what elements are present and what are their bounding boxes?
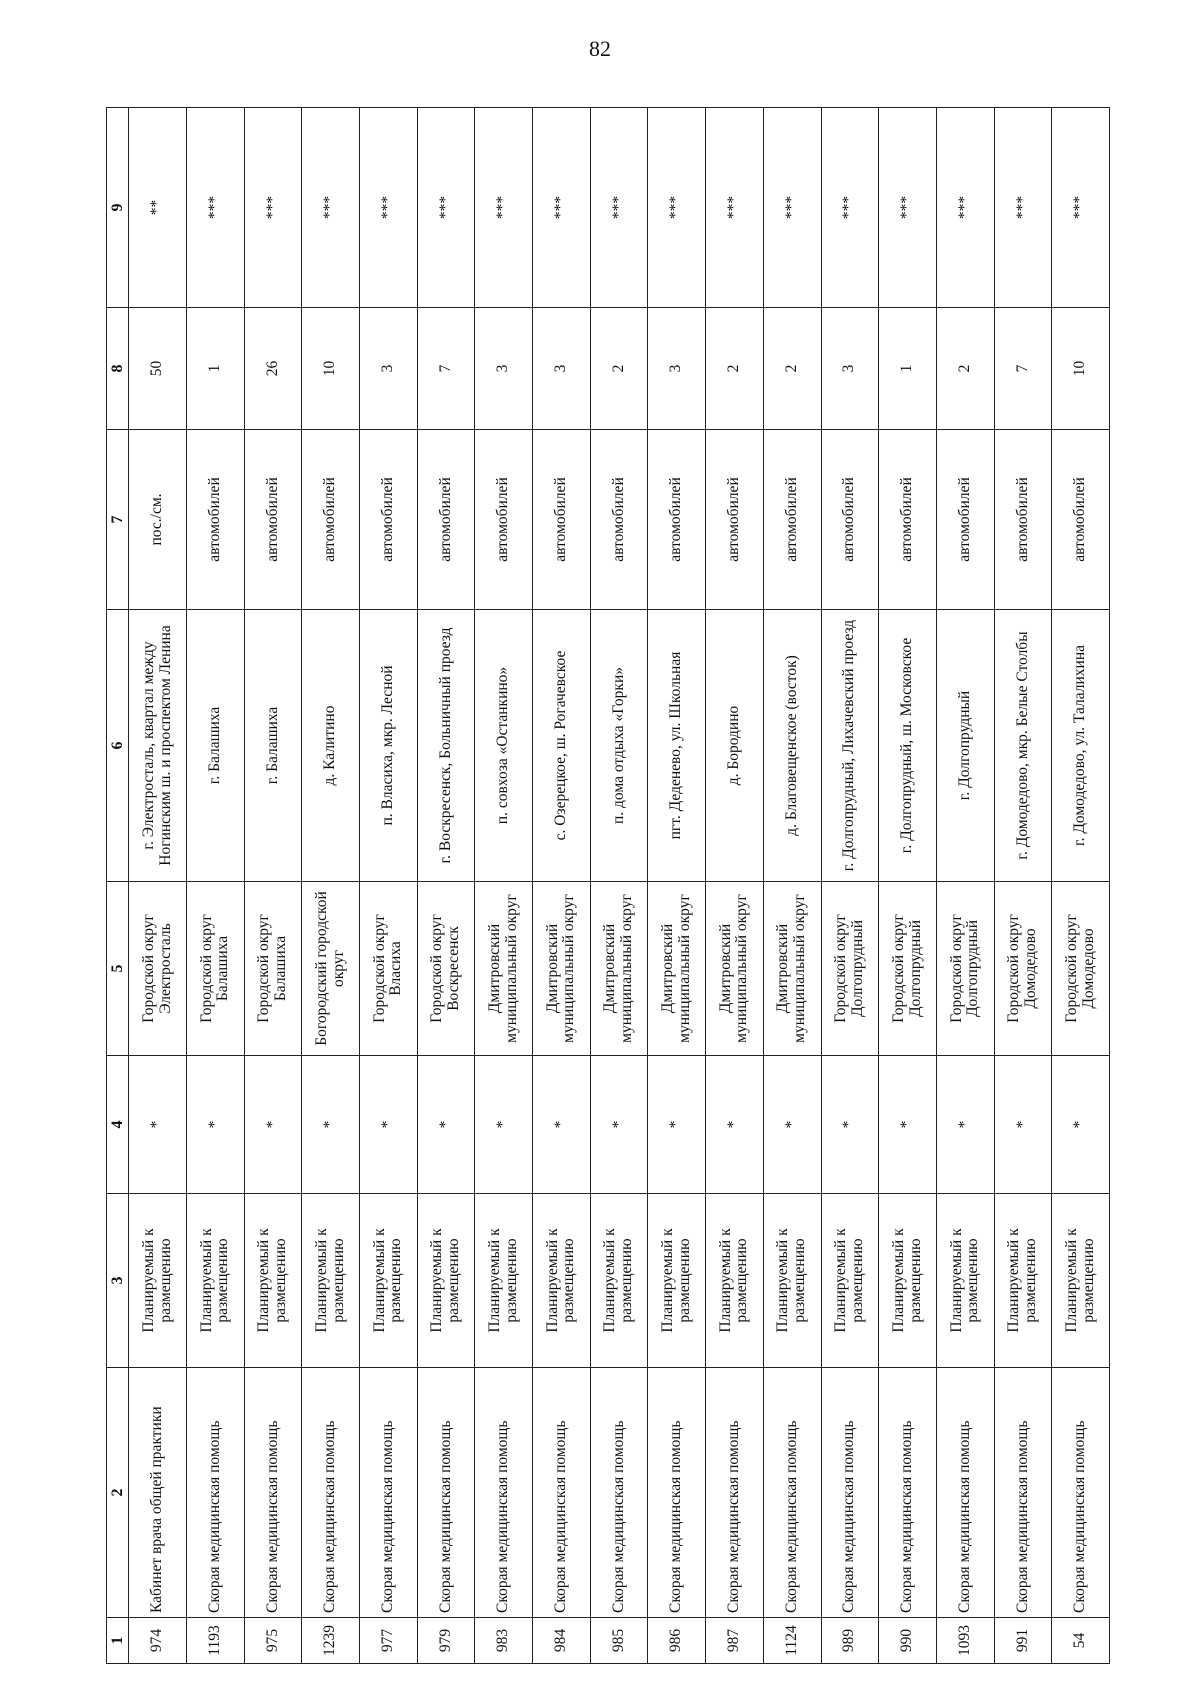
cell-facility-type: Скорая медицинская помощь: [994, 1368, 1052, 1618]
cell-status: Планируемый к размещению: [302, 1194, 360, 1368]
table-row: [360, 108, 418, 1664]
cell-facility-type: Скорая медицинская помощь: [533, 1368, 591, 1618]
cell-unit: автомобилей: [821, 430, 879, 610]
cell-location: г. Электросталь, квартал между Ногинским ш. и проспектом Ленина: [129, 610, 187, 882]
cell-location: г. Домодедово, ул. Талалихина: [1052, 610, 1110, 882]
cell-facility-type: Скорая медицинская помощь: [590, 1368, 648, 1618]
cell-quantity: 26: [244, 308, 302, 430]
cell-status: Планируемый к размещению: [936, 1194, 994, 1368]
cell-unit: автомобилей: [936, 430, 994, 610]
cell-record-id: 977: [360, 1618, 418, 1664]
cell-note: **: [129, 108, 187, 308]
cell-quantity: 1: [879, 308, 937, 430]
column-header: 2: [107, 1368, 129, 1618]
cell-record-id: 987: [706, 1618, 764, 1664]
cell-location: г. Долгопрудный, Лихачевский проезд: [821, 610, 879, 882]
cell-status: Планируемый к размещению: [1052, 1194, 1110, 1368]
table-row: [821, 108, 879, 1664]
cell-marker: *: [763, 1056, 821, 1194]
cell-facility-type: Скорая медицинская помощь: [302, 1368, 360, 1618]
cell-unit: автомобилей: [1052, 430, 1110, 610]
cell-marker: *: [879, 1056, 937, 1194]
cell-facility-type: Скорая медицинская помощь: [648, 1368, 706, 1618]
column-header: 4: [107, 1056, 129, 1194]
cell-quantity: 1: [186, 308, 244, 430]
table-row: [129, 108, 187, 1664]
cell-record-id: 990: [879, 1618, 937, 1664]
cell-note: ***: [590, 108, 648, 308]
cell-facility-type: Скорая медицинская помощь: [879, 1368, 937, 1618]
cell-quantity: 3: [533, 308, 591, 430]
column-header: 9: [107, 108, 129, 308]
cell-municipality: Городской округ Домодедово: [1052, 882, 1110, 1056]
cell-marker: *: [590, 1056, 648, 1194]
cell-marker: *: [244, 1056, 302, 1194]
cell-location: г. Балашиха: [244, 610, 302, 882]
table-row: [706, 108, 764, 1664]
cell-record-id: 979: [417, 1618, 475, 1664]
cell-status: Планируемый к размещению: [360, 1194, 418, 1368]
cell-location: д. Благовещенское (восток): [763, 610, 821, 882]
cell-municipality: Дмитровский муниципальный округ: [533, 882, 591, 1056]
cell-status: Планируемый к размещению: [186, 1194, 244, 1368]
column-header: 5: [107, 882, 129, 1056]
cell-note: ***: [648, 108, 706, 308]
cell-note: ***: [186, 108, 244, 308]
cell-unit: пос./см.: [129, 430, 187, 610]
cell-municipality: Городской округ Долгопрудный: [821, 882, 879, 1056]
cell-municipality: Городской округ Балашиха: [244, 882, 302, 1056]
cell-note: ***: [533, 108, 591, 308]
cell-unit: автомобилей: [475, 430, 533, 610]
cell-quantity: 7: [994, 308, 1052, 430]
column-header: 8: [107, 308, 129, 430]
cell-marker: *: [360, 1056, 418, 1194]
cell-location: с. Озерецкое, ш. Рогачевское: [533, 610, 591, 882]
cell-record-id: 974: [129, 1618, 187, 1664]
cell-facility-type: Скорая медицинская помощь: [360, 1368, 418, 1618]
cell-marker: *: [821, 1056, 879, 1194]
column-header: 7: [107, 430, 129, 610]
table-row: [1052, 108, 1110, 1664]
table-row: [994, 108, 1052, 1664]
cell-location: д. Калитино: [302, 610, 360, 882]
cell-status: Планируемый к размещению: [706, 1194, 764, 1368]
table-row: [648, 108, 706, 1664]
cell-municipality: Городской округ Долгопрудный: [879, 882, 937, 1056]
cell-marker: *: [533, 1056, 591, 1194]
rotated-table-container: [106, 108, 1110, 1664]
cell-quantity: 3: [821, 308, 879, 430]
table-row: [186, 108, 244, 1664]
cell-marker: *: [994, 1056, 1052, 1194]
cell-record-id: 1193: [186, 1618, 244, 1664]
cell-unit: автомобилей: [648, 430, 706, 610]
cell-note: ***: [706, 108, 764, 308]
cell-facility-type: Скорая медицинская помощь: [417, 1368, 475, 1618]
cell-marker: *: [302, 1056, 360, 1194]
cell-municipality: Дмитровский муниципальный округ: [475, 882, 533, 1056]
cell-municipality: Дмитровский муниципальный округ: [763, 882, 821, 1056]
cell-record-id: 989: [821, 1618, 879, 1664]
cell-record-id: 975: [244, 1618, 302, 1664]
cell-status: Планируемый к размещению: [763, 1194, 821, 1368]
cell-municipality: Городской округ Балашиха: [186, 882, 244, 1056]
cell-marker: *: [706, 1056, 764, 1194]
cell-municipality: Городской округ Воскресенск: [417, 882, 475, 1056]
cell-status: Планируемый к размещению: [129, 1194, 187, 1368]
cell-status: Планируемый к размещению: [648, 1194, 706, 1368]
cell-quantity: 3: [475, 308, 533, 430]
cell-quantity: 10: [302, 308, 360, 430]
cell-status: Планируемый к размещению: [417, 1194, 475, 1368]
cell-marker: *: [1052, 1056, 1110, 1194]
cell-note: ***: [417, 108, 475, 308]
cell-marker: *: [648, 1056, 706, 1194]
cell-unit: автомобилей: [994, 430, 1052, 610]
cell-status: Планируемый к размещению: [994, 1194, 1052, 1368]
cell-record-id: 1124: [763, 1618, 821, 1664]
table-row: [533, 108, 591, 1664]
cell-note: ***: [936, 108, 994, 308]
cell-municipality: Дмитровский муниципальный округ: [706, 882, 764, 1056]
cell-quantity: 7: [417, 308, 475, 430]
cell-marker: *: [417, 1056, 475, 1194]
table-row: [879, 108, 937, 1664]
cell-unit: автомобилей: [763, 430, 821, 610]
page-number: 82: [589, 36, 611, 61]
cell-location: г. Домодедово, мкр. Белые Столбы: [994, 610, 1052, 882]
table-row: [417, 108, 475, 1664]
cell-unit: автомобилей: [244, 430, 302, 610]
cell-facility-type: Скорая медицинская помощь: [244, 1368, 302, 1618]
cell-note: ***: [1052, 108, 1110, 308]
cell-quantity: 2: [706, 308, 764, 430]
cell-marker: *: [936, 1056, 994, 1194]
header-row: [107, 108, 129, 1664]
cell-unit: автомобилей: [417, 430, 475, 610]
cell-municipality: Дмитровский муниципальный округ: [590, 882, 648, 1056]
cell-note: ***: [244, 108, 302, 308]
cell-status: Планируемый к размещению: [475, 1194, 533, 1368]
cell-note: ***: [821, 108, 879, 308]
cell-marker: *: [129, 1056, 187, 1194]
cell-unit: автомобилей: [186, 430, 244, 610]
cell-marker: *: [475, 1056, 533, 1194]
cell-location: п. Власиха, мкр. Лесной: [360, 610, 418, 882]
cell-location: п. дома отдыха «Горки»: [590, 610, 648, 882]
cell-status: Планируемый к размещению: [590, 1194, 648, 1368]
cell-facility-type: Скорая медицинская помощь: [763, 1368, 821, 1618]
cell-record-id: 984: [533, 1618, 591, 1664]
cell-quantity: 10: [1052, 308, 1110, 430]
table-row: [590, 108, 648, 1664]
cell-record-id: 1093: [936, 1618, 994, 1664]
table-row: [244, 108, 302, 1664]
cell-facility-type: Скорая медицинская помощь: [936, 1368, 994, 1618]
cell-facility-type: Скорая медицинская помощь: [475, 1368, 533, 1618]
cell-unit: автомобилей: [533, 430, 591, 610]
cell-unit: автомобилей: [590, 430, 648, 610]
cell-location: г. Воскресенск, Больничный проезд: [417, 610, 475, 882]
cell-status: Планируемый к размещению: [244, 1194, 302, 1368]
table-row: [763, 108, 821, 1664]
table-row: [936, 108, 994, 1664]
cell-municipality: Богородский городской округ: [302, 882, 360, 1056]
cell-note: ***: [763, 108, 821, 308]
cell-unit: автомобилей: [302, 430, 360, 610]
cell-quantity: 2: [936, 308, 994, 430]
cell-status: Планируемый к размещению: [821, 1194, 879, 1368]
cell-quantity: 3: [648, 308, 706, 430]
cell-location: п. совхоза «Останкино»: [475, 610, 533, 882]
column-header: 3: [107, 1194, 129, 1368]
column-header: 6: [107, 610, 129, 882]
cell-status: Планируемый к размещению: [533, 1194, 591, 1368]
cell-municipality: Городской округ Власиха: [360, 882, 418, 1056]
cell-record-id: 985: [590, 1618, 648, 1664]
cell-location: пгт. Деденево, ул. Школьная: [648, 610, 706, 882]
cell-quantity: 2: [590, 308, 648, 430]
cell-facility-type: Скорая медицинская помощь: [1052, 1368, 1110, 1618]
cell-note: ***: [360, 108, 418, 308]
cell-note: ***: [475, 108, 533, 308]
cell-municipality: Дмитровский муниципальный округ: [648, 882, 706, 1056]
cell-marker: *: [186, 1056, 244, 1194]
cell-unit: автомобилей: [879, 430, 937, 610]
cell-quantity: 2: [763, 308, 821, 430]
cell-municipality: Городской округ Домодедово: [994, 882, 1052, 1056]
table-row: [302, 108, 360, 1664]
cell-record-id: 986: [648, 1618, 706, 1664]
cell-unit: автомобилей: [706, 430, 764, 610]
cell-quantity: 50: [129, 308, 187, 430]
cell-facility-type: Кабинет врача общей практики: [129, 1368, 187, 1618]
table-frame: [106, 108, 1110, 1664]
cell-facility-type: Скорая медицинская помощь: [186, 1368, 244, 1618]
cell-quantity: 3: [360, 308, 418, 430]
table-body: [129, 108, 1110, 1664]
cell-note: ***: [994, 108, 1052, 308]
cell-record-id: 1239: [302, 1618, 360, 1664]
cell-facility-type: Скорая медицинская помощь: [821, 1368, 879, 1618]
facilities-table: [106, 107, 1110, 1664]
cell-status: Планируемый к размещению: [879, 1194, 937, 1368]
column-header: 1: [107, 1618, 129, 1664]
cell-location: д. Бородино: [706, 610, 764, 882]
cell-note: ***: [302, 108, 360, 308]
cell-record-id: 991: [994, 1618, 1052, 1664]
cell-facility-type: Скорая медицинская помощь: [706, 1368, 764, 1618]
cell-note: ***: [879, 108, 937, 308]
cell-unit: автомобилей: [360, 430, 418, 610]
cell-location: г. Долгопрудный, ш. Московское: [879, 610, 937, 882]
cell-record-id: 983: [475, 1618, 533, 1664]
cell-location: г. Балашиха: [186, 610, 244, 882]
cell-municipality: Городской округ Долгопрудный: [936, 882, 994, 1056]
cell-location: г. Долгопрудный: [936, 610, 994, 882]
table-row: [475, 108, 533, 1664]
cell-municipality: Городской округ Электросталь: [129, 882, 187, 1056]
cell-record-id: 54: [1052, 1618, 1110, 1664]
